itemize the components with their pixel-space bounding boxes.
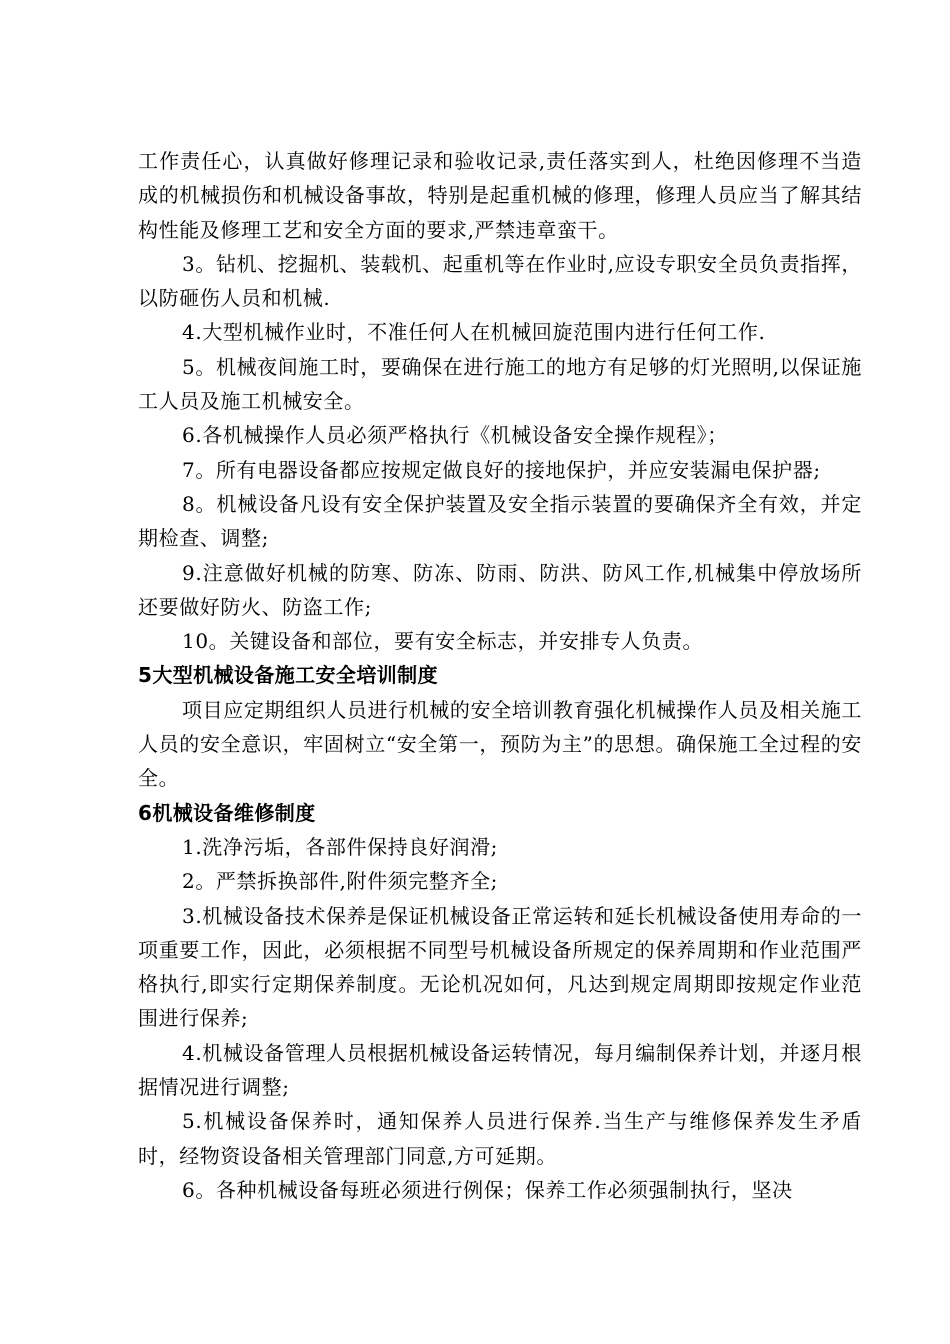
paragraph-maint-5: 5.机械设备保养时，通知保养人员进行保养.当生产与维修保养发生矛盾时，经物资设备相关管理部门同意,方可延期。 [138, 1109, 862, 1168]
section-heading-6: 6机械设备维修制度 [138, 800, 316, 825]
paragraph-maint-1: 1.洗净污垢，各部件保持良好润滑; [182, 834, 499, 859]
paragraph-maint-2: 2。严禁拆换部件,附件须完整齐全; [182, 869, 499, 894]
section-heading-5: 5大型机械设备施工安全培训制度 [138, 663, 438, 688]
paragraph-item-6: 6.各机械操作人员必须严格执行《机械设备安全操作规程》； [182, 423, 728, 448]
paragraph-item-3: 3。钻机、挖掘机、装载机、起重机等在作业时,应设专职安全员负责指挥，以防砸伤人员和机械. [138, 251, 862, 311]
document-page [138, 144, 862, 1207]
paragraph-item-9: 9.注意做好机械的防寒、防冻、防雨、防洪、防风工作,机械集中停放场所还要做好防火、防盗工作; [138, 560, 862, 619]
paragraph-training: 项目应定期组织人员进行机械的安全培训教育强化机械操作人员及相关施工人员的安全意识，牢固树立“安全第一，预防为主”的思想。确保施工全过程的安全。 [138, 697, 862, 791]
paragraph-item-4: 4.大型机械作业时，不准任何人在机械回旋范围内进行任何工作. [182, 320, 766, 345]
paragraph-item-8: 8。机械设备凡设有安全保护装置及安全指示装置的要确保齐全有效，并定期检查、调整; [138, 491, 862, 551]
paragraph-item-5: 5。机械夜间施工时，要确保在进行施工的地方有足够的灯光照明,以保证施工人员及施工机械安全。 [138, 354, 862, 414]
paragraph-continuation: 工作责任心，认真做好修理记录和验收记录,责任落实到人，杜绝因修理不当造成的机械损伤和机械设备事故，特别是起重机械的修理，修理人员应当了解其结构性能及修理工艺和安全方面的要求,严禁违章蛮干。 [138, 149, 862, 242]
paragraph-maint-6: 6。各种机械设备每班必须进行例保；保养工作必须强制执行，坚决 [182, 1177, 793, 1202]
paragraph-item-10: 10。关键设备和部位，要有安全标志，并安排专人负责。 [182, 629, 704, 654]
paragraph-maint-3: 3.机械设备技术保养是保证机械设备正常运转和延长机械设备使用寿命的一项重要工作，因此，必须根据不同型号机械设备所规定的保养周期和作业范围严格执行,即实行定期保养制度。无论机况如何，凡达到规定周期即按规定作业范围进行保养; [138, 903, 862, 1031]
paragraph-item-7: 7。所有电器设备都应按规定做良好的接地保护，并应安装漏电保护器; [182, 457, 821, 482]
paragraph-maint-4: 4.机械设备管理人员根据机械设备运转情况，每月编制保养计划，并逐月根据情况进行调整; [138, 1040, 862, 1100]
